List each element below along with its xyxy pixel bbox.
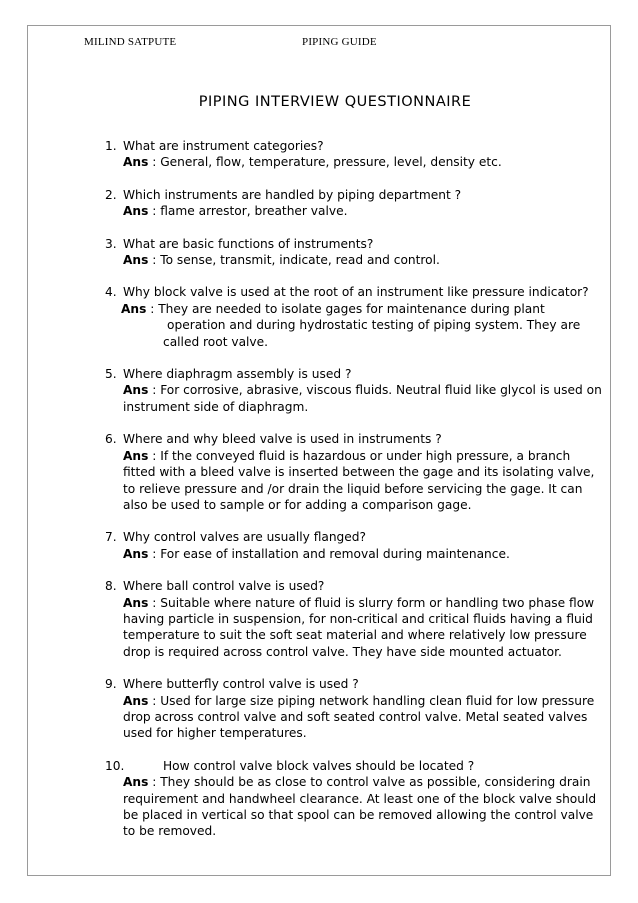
- question-text: Where butterfly control valve is used ?: [123, 677, 359, 692]
- question-list: [105, 138, 605, 856]
- answer-label: Ans: [123, 253, 149, 268]
- question-number: 2.: [105, 187, 117, 202]
- answer-label: Ans: [123, 546, 149, 561]
- answer-text: : Used for large size piping network handling clean fluid for low pressure drop across control valve and soft seated control valve. Metal seated valves used for higher temperatures.: [123, 693, 595, 741]
- question-number: 8.: [105, 579, 117, 594]
- header-author: MILIND SATPUTE: [84, 36, 177, 48]
- answer-continuation: operation and during hydrostatic testing of piping system. They are called root valve.: [163, 318, 581, 349]
- answer: [123, 203, 605, 219]
- answer: [123, 595, 605, 661]
- answer-text: : If the conveyed fluid is hazardous or under high pressure, a branch fitted with a bleed valve is inserted between the gage and its isolating valve, to relieve pressure and /or drain the liquid before servicing the gage. It can also be used to sample or for adding a comparison gage.: [123, 448, 595, 512]
- question-item-9: [105, 676, 605, 742]
- answer: [123, 154, 605, 170]
- answer: [123, 252, 605, 268]
- question-item-7: [105, 529, 605, 562]
- answer-label: Ans: [123, 383, 149, 398]
- question-text: How control valve block valves should be located ?: [163, 758, 475, 773]
- answer-label: Ans: [123, 595, 149, 610]
- answer-text: : For corrosive, abrasive, viscous fluids. Neutral fluid like glycol is used on instrument side of diaphragm.: [123, 383, 602, 414]
- answer-label: Ans: [123, 775, 149, 790]
- answer-text: : flame arrestor, breather valve.: [152, 204, 348, 219]
- question-item-1: [105, 138, 605, 171]
- document-title: PIPING INTERVIEW QUESTIONNAIRE: [198, 94, 472, 110]
- answer-label: Ans: [123, 155, 149, 170]
- question-item-8: [105, 578, 605, 660]
- answer-text: : For ease of installation and removal during maintenance.: [152, 546, 510, 561]
- question-number: 9.: [105, 677, 117, 692]
- answer-text: : Suitable where nature of fluid is slurry form or handling two phase flow having particle in suspension, for non-critical and critical fluids having a fluid temperature to suit the soft seat material and where relatively low pressure drop is required across control valve. They have side mounted actuator.: [123, 595, 595, 659]
- question-text: What are basic functions of instruments?: [123, 236, 374, 251]
- question-text: Where diaphragm assembly is used ?: [123, 367, 352, 382]
- question-item-5: [105, 366, 605, 415]
- answer-label: Ans: [121, 301, 147, 316]
- question-text: Where ball control valve is used?: [123, 579, 325, 594]
- answer-text: : They are needed to isolate gages for maintenance during plant: [150, 301, 545, 316]
- question-item-2: [105, 187, 605, 220]
- question-number: 1.: [105, 139, 117, 153]
- question-number: 5.: [105, 367, 117, 382]
- answer: [121, 301, 605, 317]
- question-item-3: [105, 236, 605, 269]
- answer: [123, 774, 605, 840]
- answer-label: Ans: [123, 693, 149, 708]
- question-number: 10.: [105, 758, 125, 773]
- answer: [123, 546, 605, 562]
- answer: [123, 448, 605, 514]
- answer-text: : General, flow, temperature, pressure, level, density etc.: [152, 155, 502, 170]
- question-number: 6.: [105, 432, 117, 447]
- answer: [123, 693, 605, 742]
- answer-text: : To sense, transmit, indicate, read and control.: [152, 253, 440, 268]
- answer: [123, 382, 605, 415]
- answer-text: : They should be as close to control valve as possible, considering drain requirement and handwheel clearance. At least one of the block valve should be placed in vertical so that spool can be removed allowing the control valve to be removed.: [123, 775, 597, 839]
- question-item-4: [105, 284, 605, 350]
- question-text: Which instruments are handled by piping department ?: [123, 187, 462, 202]
- question-number: 7.: [105, 530, 117, 545]
- answer-label: Ans: [123, 204, 149, 219]
- question-item-10: [105, 758, 605, 840]
- question-number: 4.: [105, 285, 117, 300]
- question-item-6: [105, 431, 605, 513]
- question-text: Where and why bleed valve is used in instruments ?: [123, 432, 442, 447]
- question-number: 3.: [105, 236, 117, 251]
- answer-label: Ans: [123, 448, 149, 463]
- header-guide-title: PIPING GUIDE: [302, 36, 377, 48]
- question-text: What are instrument categories?: [123, 139, 324, 153]
- question-text: Why block valve is used at the root of an instrument like pressure indicator?: [123, 285, 589, 300]
- question-text: Why control valves are usually flanged?: [123, 530, 366, 545]
